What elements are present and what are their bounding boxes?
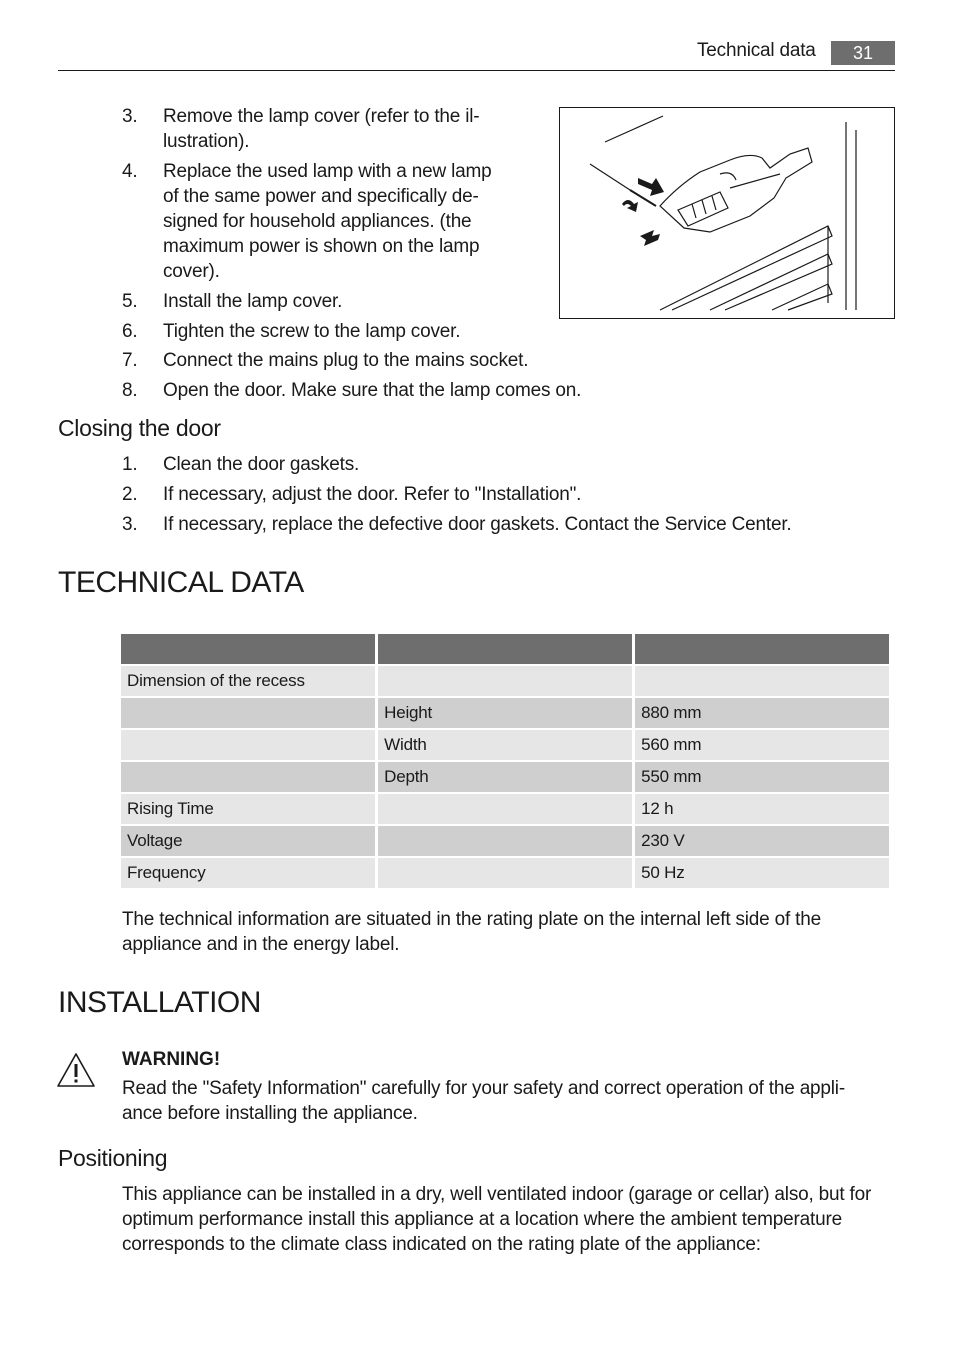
closing-step (122, 512, 791, 537)
table-cell: Rising Time (121, 794, 375, 824)
lamp-step (122, 159, 491, 284)
lamp-step (122, 378, 581, 403)
table-row (121, 730, 889, 760)
table-row (121, 794, 889, 824)
table-row (121, 698, 889, 728)
table-row (121, 826, 889, 856)
closing-step (122, 482, 581, 507)
table-cell (378, 826, 632, 856)
step-text: Connect the mains plug to the mains socket. (163, 350, 529, 371)
step-text: Install the lamp cover. (163, 291, 343, 312)
table-cell (121, 698, 375, 728)
installation-heading: INSTALLATION (58, 986, 261, 1019)
warning-icon (56, 1052, 96, 1088)
technical-data-note: The technical information are situated in the rating plate on the internal left side of the appliance and in the energy label. (122, 909, 821, 955)
table-cell: Voltage (121, 826, 375, 856)
table-cell: Dimension of the recess (121, 666, 375, 696)
lamp-step (122, 104, 479, 154)
step-number: 1. (122, 454, 138, 475)
table-cell: 880 mm (635, 698, 889, 728)
page-number: 31 (831, 41, 895, 65)
lamp-step (122, 348, 528, 373)
lamp-step (122, 319, 460, 344)
table-row (121, 858, 889, 888)
table-cell: 50 Hz (635, 858, 889, 888)
table-cell (121, 762, 375, 792)
table-cell: Width (378, 730, 632, 760)
table-cell: 230 V (635, 826, 889, 856)
table-row (121, 666, 889, 696)
table-cell (378, 794, 632, 824)
step-number: 6. (122, 321, 138, 342)
table-cell: 12 h (635, 794, 889, 824)
table-header-cell (635, 634, 889, 664)
table-cell: Depth (378, 762, 632, 792)
warning-title: WARNING! (122, 1049, 221, 1070)
step-number: 3. (122, 514, 138, 535)
closing-step (122, 452, 359, 477)
step-number: 7. (122, 350, 138, 371)
table-cell: 560 mm (635, 730, 889, 760)
step-text: If necessary, replace the defective door gaskets. Contact the Service Center. (163, 514, 792, 535)
table-cell: Height (378, 698, 632, 728)
step-text: Open the door. Make sure that the lamp comes on. (163, 380, 582, 401)
warning-text: Read the "Safety Information" carefully for your safety and correct operation of the appli- ance before installing the appliance. (122, 1078, 845, 1124)
table-cell (121, 730, 375, 760)
lamp-cover-illustration (559, 107, 895, 319)
table-header-row (121, 634, 889, 664)
step-text: Replace the used lamp with a new lamp of the same power and specifically de- signed for household appliances. (the maximum power is shown on the lamp cover). (163, 161, 492, 282)
table-cell (378, 858, 632, 888)
technical-data-table (118, 632, 892, 890)
step-number: 4. (122, 161, 138, 182)
running-header-title: Technical data (697, 40, 816, 61)
table-header-cell (121, 634, 375, 664)
table-cell: Frequency (121, 858, 375, 888)
positioning-text: This appliance can be installed in a dry, well ventilated indoor (garage or cellar) also, but for optimum performance install this appliance at a location where the ambient temperature corresponds to the climate class indicated on the rating plate of the appliance: (122, 1184, 872, 1255)
lamp-step (122, 289, 342, 314)
step-number: 2. (122, 484, 138, 505)
table-header-cell (378, 634, 632, 664)
table-cell (635, 666, 889, 696)
table-cell: 550 mm (635, 762, 889, 792)
table-row (121, 762, 889, 792)
step-text: Tighten the screw to the lamp cover. (163, 321, 461, 342)
step-text: If necessary, adjust the door. Refer to "Installation". (163, 484, 582, 505)
positioning-heading: Positioning (58, 1145, 168, 1171)
lamp-removal-drawing (560, 108, 894, 318)
table-cell (378, 666, 632, 696)
header-rule (58, 70, 895, 71)
step-number: 8. (122, 380, 138, 401)
step-number: 5. (122, 291, 138, 312)
step-text: Clean the door gaskets. (163, 454, 360, 475)
technical-data-heading: TECHNICAL DATA (58, 566, 304, 599)
step-text: Remove the lamp cover (refer to the il- lustration). (163, 106, 480, 152)
closing-door-heading: Closing the door (58, 415, 221, 441)
step-number: 3. (122, 106, 138, 127)
